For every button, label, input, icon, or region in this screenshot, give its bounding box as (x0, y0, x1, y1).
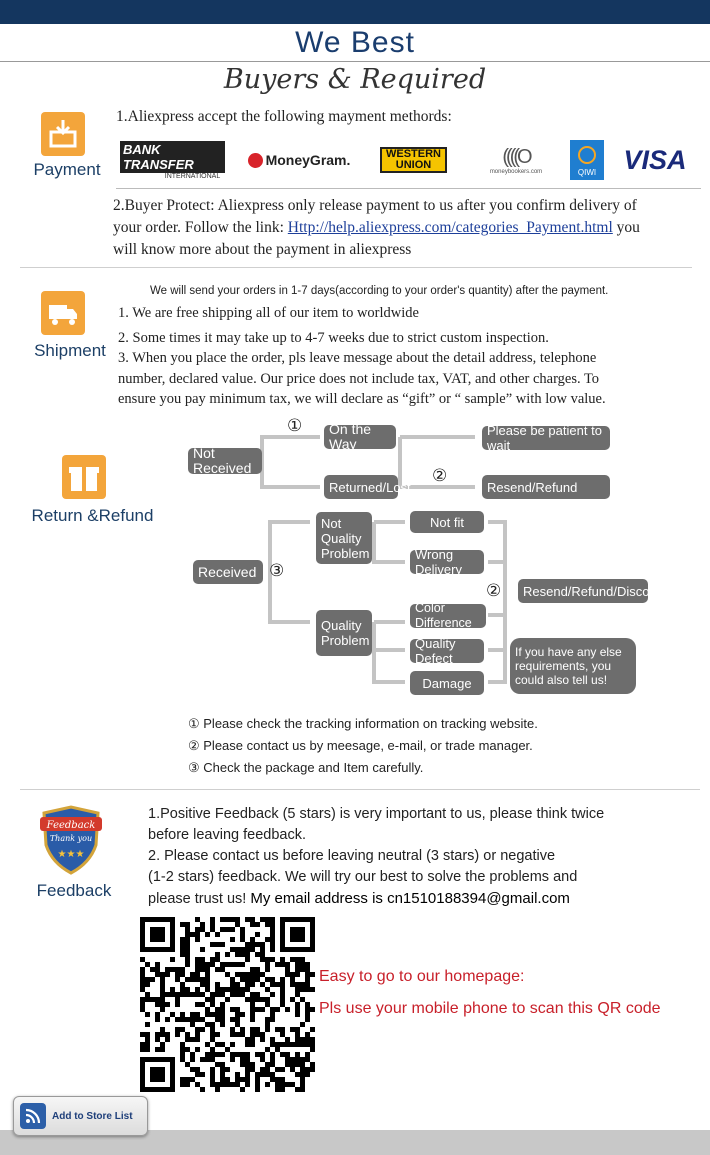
page-subtitle: Buyers & Required (223, 64, 487, 95)
damage-box: Damage (410, 671, 484, 695)
bank-transfer-subtext: INTERNATIONAL (164, 172, 221, 180)
payment-help-link[interactable]: Http://help.aliexpress.com/categories_Payment.html (287, 219, 613, 236)
badge-text: Feedback (46, 820, 96, 831)
moneygram-icon (248, 153, 263, 168)
circle-marker-1: ① (287, 416, 303, 435)
moneygram-logo (244, 132, 354, 188)
western-union-text-2: UNION (395, 159, 432, 171)
payment-label: Payment (33, 160, 101, 179)
shipment-line-3b: number, declared value. Our price does not include tax, VAT, and other charges. To (118, 370, 600, 387)
badge-sub-text: Thank you (49, 834, 93, 843)
other-requirements-bubble: If you have any else requirements, you could also tell us! (510, 638, 636, 694)
visa-text: VISA (623, 144, 687, 175)
qiwi-icon (578, 146, 596, 164)
refund-legend (188, 713, 538, 779)
shipment-line-2: 2. Some times it may take up to 4-7 weeks due to strict custom inspection. (118, 329, 549, 346)
feedback-line-1b: before leaving feedback. (148, 827, 306, 843)
shipment-details (118, 303, 606, 410)
color-difference-box: Color Difference (410, 604, 486, 628)
qiwi-logo (567, 132, 607, 188)
contact-email[interactable]: My email address is cn1510188394@gmail.com (250, 890, 570, 907)
page-title: We Best (295, 26, 415, 59)
legend-item-2: ② Please contact us by meesage, e-mail, or trade manager. (188, 738, 533, 753)
payment-logo-strip (116, 132, 701, 189)
buyer-protect-line-3: will know more about the payment in aliexpress (113, 241, 412, 258)
not-fit-box: Not fit (410, 511, 484, 533)
buyer-protect-line-1: 2.Buyer Protect: Aliexpress only release payment to us after you confirm delivery of (113, 197, 637, 214)
visa-logo (616, 132, 694, 188)
payment-icon (41, 112, 85, 156)
qr-code-image (140, 917, 315, 1092)
quality-problem-box: Quality Problem (316, 610, 372, 656)
moneybookers-waves-icon: ((((O (502, 145, 530, 168)
shipment-line-3a: 3. When you place the order, pls leave message about the detail address, telephone (118, 350, 597, 366)
western-union-logo (366, 132, 461, 188)
not-received-box: Not Received (188, 448, 262, 474)
feedback-line-2b: (1-2 stars) feedback. We will try our best to solve the problems and (148, 869, 578, 885)
circle-marker-2: ② (432, 466, 448, 485)
legend-item-3: ③ Check the package and Item carefully. (188, 760, 424, 775)
circle-marker-3: ③ (269, 561, 285, 580)
feedback-label: Feedback (36, 881, 112, 900)
return-refund-label: Return &Refund (31, 506, 154, 525)
circle-marker-2b: ② (486, 581, 502, 600)
resend-refund-discount-box: Resend/Refund/Discount (518, 579, 648, 603)
buyer-protect-line-2-end: you (612, 219, 640, 236)
shipment-intro: We will send your orders in 1-7 days(according to your order's quantity) after the payment. (150, 285, 609, 297)
shipment-line-3c: ensure you pay minimum tax, we will declare as “gift” or “ sample” with low value. (118, 391, 606, 407)
shield-icon (38, 805, 104, 875)
section-divider-2 (20, 789, 700, 790)
moneybookers-logo (476, 132, 556, 188)
western-union-text-1: WESTERN (386, 148, 441, 160)
add-to-store-list-button[interactable] (13, 1096, 148, 1136)
not-quality-problem-box: Not Quality Problem (316, 512, 372, 564)
please-wait-box: Please be patient to wait (482, 426, 610, 450)
add-to-store-list-label: Add to Store List (52, 1110, 133, 1122)
svg-text:★★★: ★★★ (57, 849, 85, 860)
shipment-icon (41, 291, 85, 335)
feedback-badge (38, 805, 104, 875)
buyer-protect-line-2-text: your order. Follow the link: (113, 219, 288, 236)
bank-transfer-text: BANK TRANSFER (120, 141, 225, 173)
payment-methods-text: 1.Aliexpress accept the following mayment methords: (116, 108, 452, 125)
bank-transfer-logo (120, 132, 225, 188)
feedback-line-2a: 2. Please contact us before leaving neutral (3 stars) or negative (148, 848, 556, 864)
legend-item-1: ① Please check the tracking information on tracking website. (188, 716, 538, 731)
section-divider-1 (20, 267, 692, 268)
feedback-line-1a: 1.Positive Feedback (5 stars) is very important to us, please think twice (148, 806, 605, 822)
returned-lost-box: Returned/Lost (324, 475, 398, 499)
resend-refund-box: Resend/Refund (482, 475, 610, 499)
buyer-protect-line-2 (113, 217, 710, 239)
qiwi-text: QIWI (577, 168, 597, 177)
top-banner (0, 0, 710, 24)
qr-code[interactable] (140, 917, 315, 1092)
qr-caption-1: Easy to go to our homepage: (319, 968, 525, 985)
on-the-way-box: On the Way (324, 425, 396, 449)
received-box: Received (193, 560, 263, 584)
feedback-text (148, 804, 604, 910)
quality-defect-box: Quality Defect (410, 639, 484, 663)
shipment-line-1: 1. We are free shipping all of our item to worldwide (118, 305, 419, 321)
feedback-line-2c: please trust us! (148, 891, 251, 907)
shipment-label: Shipment (34, 341, 106, 360)
moneygram-text: MoneyGram. (265, 152, 351, 168)
buyer-protect-text (113, 195, 710, 261)
wrong-delivery-box: Wrong Delivery (410, 550, 484, 574)
moneybookers-text: moneybookers.com (489, 168, 543, 175)
rss-icon (20, 1103, 46, 1129)
qr-caption-2: Pls use your mobile phone to scan this QR code (319, 1000, 661, 1017)
gift-icon (62, 455, 106, 499)
